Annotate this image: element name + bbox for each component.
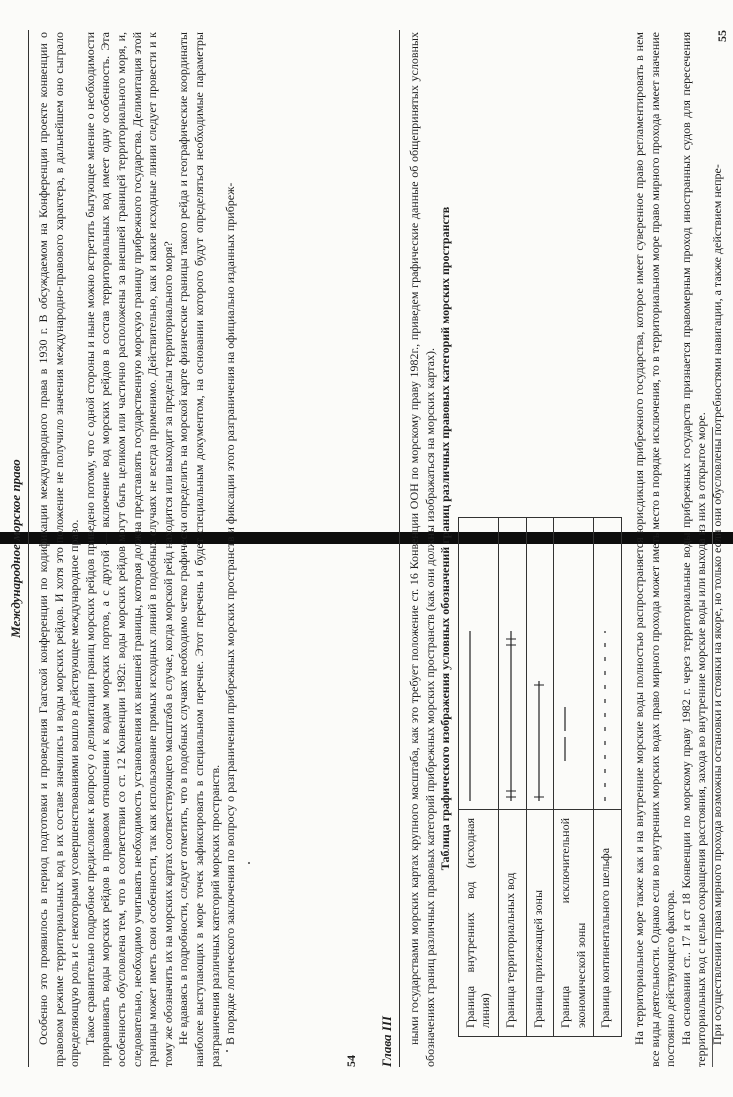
left-head-row <box>6 30 29 1067</box>
long-dash-line-symbol-icon <box>558 621 572 801</box>
table-row <box>458 518 498 1037</box>
table-cell-symbol <box>526 518 554 810</box>
left-paragraph: Такое сравнительно подробное предисловие к вопросу о делимитации границ морских рейдов приведено потому, что с одной стороны и ныне можно встретить бытующее мнение о необходимости приравнивать воды морских рейдов в правовом отношении к водам морских портов, а с другой — включение вод морских рейдов в состав территориальных вод имеет одну особенность. Эта особенность обусловлена тем, что в соответствии со ст. 12 Конвенции 1982г. воды морских рейдов могут быть целиком или частично расположены за внешней границей территориального моря, и, следовательно, необходимо учитывать необходимость установления их внешней границы, которая должна представлять государственную морскую границу прибрежного государства. Делимитация этой границы может иметь свои особенности, так как использование прямых исходных линий в подобных случаях не всегда применимо. Действительно, как и какие исходные линии следует провести и к тому же обозначить их на морских картах соответствующего масштаба в случае, когда морской рейд находится или выходит за пределы территориального моря? <box>82 32 175 1067</box>
table-row <box>498 518 526 1037</box>
right-running-head: Глава III <box>379 1016 394 1067</box>
table-row <box>554 518 594 1037</box>
right-paragraph: На территориальное море также как и на внутренние морские воды полностью распространяется юрисдикция прибрежного государства, которое имеет суверенное право регламентировать в нем все виды деятельности. Однако если во внутренних морских водах право мирного прохода может иметь место в порядке исключения, то в территориальном море право мирного прохода имеет значение постоянно действующего фактора. <box>631 32 678 1067</box>
right-head-row <box>377 30 400 1067</box>
left-page <box>0 0 362 1097</box>
table-row <box>526 518 554 1037</box>
left-page-number: 54 <box>344 1055 359 1067</box>
left-paragraph: В порядке логического заключения по вопросу о разграничении прибрежных морских пространств и фиксации этого разграничения на официально изданных прибреж- <box>223 182 238 1045</box>
left-paragraph: Особенно это проявилось в период подготовки и проведения Гаагской конференции по кодификации международного права в 1930 г. В обсуждаемом на Конференции проекте конвенции о правовом режиме территориальных вод в их составе значились и воды морских рейдов. И хотя это положение не получило значения международно-правового характера, в дальнейшем оно сыграло определяющую роль и с некоторыми усовершенствованиями вошло в действующее международное право. <box>36 32 82 1067</box>
table-cell-name: Граница территориальных вод <box>498 810 526 1037</box>
solid-line-symbol-icon <box>463 621 477 801</box>
scan-speck <box>226 1050 228 1052</box>
table-cell-name: Граница исключительной экономической зоны <box>554 810 594 1037</box>
table-cell-name: Граница континентального шельфа <box>594 810 622 1037</box>
table-cell-name: Граница внутренних вод (исходная линия) <box>458 810 498 1037</box>
right-page-number: 55 <box>715 30 730 42</box>
left-page-text <box>36 32 239 1067</box>
single-cross-line-symbol-icon <box>531 621 545 801</box>
table-title: Таблица графического изображения условных обозначений границ различных правовых категорий морских пространств <box>438 206 453 871</box>
scan-speck <box>248 862 250 864</box>
right-paragraph: При осуществлении права мирного прохода возможны остановки и стоянки на якоре, но только если они обусловлены потребностями навигации, а также действием непре- <box>709 164 724 1045</box>
table-cell-symbol <box>554 518 594 810</box>
footnote-rule <box>712 427 713 1067</box>
table-cell-symbol <box>498 518 526 810</box>
dash-dot-line-symbol-icon <box>598 621 612 801</box>
right-paragraph: На основании ст.. 17 и ст 18 Конвенции по морскому праву 1982 г. через территориальные воды прибрежных государств признается правомерным проход иностранных судов для пересечения территориальных вод с целью сокращения расстояния, захода во внутренние морские воды или выхода из них в открытое море. <box>678 32 709 1067</box>
table-cell-symbol <box>594 518 622 810</box>
table-cell-name: Граница прилежащей зоны <box>526 810 554 1037</box>
left-running-head: Международное морское право <box>8 459 23 638</box>
right-page <box>371 0 733 1097</box>
right-page-text <box>407 32 726 1067</box>
right-intro-paragraph: ными государствами морских картах крупного масштаба, как это требует положение ст. 16 Конвенции ООН по морскому праву 1982г., приведем графические данные об общепринятых условных обозначениях границ различных правовых категорий прибрежных морских пространств (как они должны изображаться на морских картах). <box>407 32 437 1067</box>
left-paragraph: Не вдаваясь в подробности, следует отметить, что в подобных случаях необходимо четко графически определить на морской карте физические границы такого рейда и географические координаты наиболее выступающих в море точек зафиксировать в специальном перечне. Этот перечень и будет специальным документом, на основании которого будут определяться необходимые параметры разграничения различных категорий морских пространств. <box>176 32 222 1067</box>
table-cell-symbol <box>458 518 498 810</box>
boundary-symbols-table <box>458 517 622 1037</box>
table-row <box>594 518 622 1037</box>
double-cross-line-symbol-icon <box>503 621 517 801</box>
